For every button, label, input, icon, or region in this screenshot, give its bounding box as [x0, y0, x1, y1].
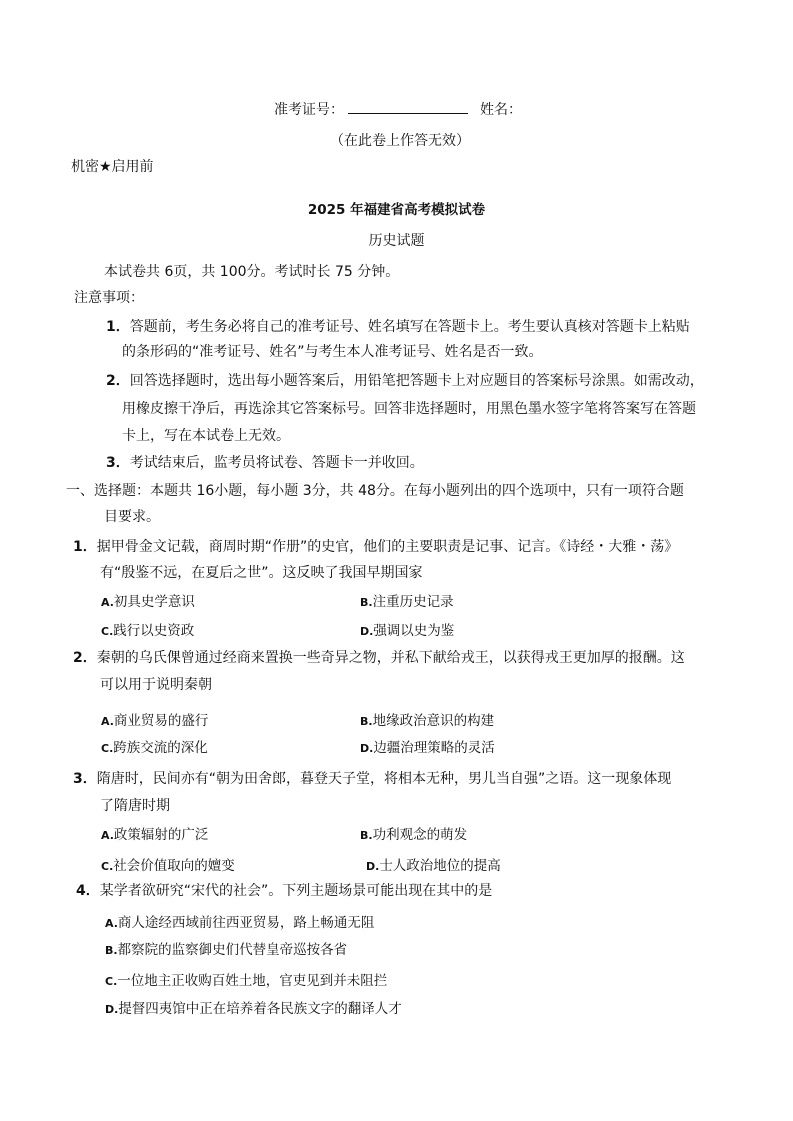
option-a[interactable]: A.政策辐射的广泛 [101, 827, 209, 843]
question-text: 有“殷鉴不远，在夏后之世”。这反映了我国早期国家 [100, 565, 423, 581]
question-text: 某学者欲研究“宋代的社会”。下列主题场景可能出现在其中的是 [99, 883, 493, 899]
option-b[interactable]: B.都察院的监察御史们代替皇帝巡按各省 [105, 942, 348, 958]
subject-title: 历史试题 [368, 233, 425, 249]
notice-item-2 [106, 370, 704, 390]
option-d[interactable]: D.边疆治理策略的灵活 [360, 740, 495, 756]
option-c[interactable]: C.践行以史资政 [101, 623, 195, 639]
section-heading-cont: 目要求。 [104, 509, 160, 525]
question-number: 4． [76, 883, 100, 899]
notice-heading: 注意事项： [74, 290, 144, 306]
question-3 [73, 768, 671, 788]
option-c[interactable]: C.跨族交流的深化 [101, 740, 208, 756]
question-2 [73, 647, 685, 667]
notice-item-text: 考试结束后，监考员将试卷、答题卡一并收回。 [129, 455, 424, 471]
notice-item-text: 答题前，考生务必将自己的准考证号、姓名填写在答题卡上。考生要认真核对答题卡上粘贴 [129, 319, 690, 335]
ticket-label: 准考证号： [274, 102, 344, 118]
notice-item-number: 2． [106, 373, 130, 389]
question-text: 了隋唐时期 [100, 798, 170, 814]
exam-ticket-line [274, 99, 522, 119]
option-c[interactable]: C.一位地主正收购百姓土地，官吏见到并未阻拦 [105, 973, 388, 989]
invalid-answer-note: （在此卷上作答无效） [330, 133, 470, 149]
confidential-mark: 机密★启用前 [71, 159, 154, 175]
option-a[interactable]: A.初具史学意识 [101, 594, 195, 610]
question-number: 2． [73, 650, 97, 666]
notice-item-text: 卡上，写在本试卷上无效。 [122, 428, 290, 444]
option-d[interactable]: D.士人政治地位的提高 [366, 858, 501, 874]
notice-item-number: 3． [106, 455, 130, 471]
notice-item-text: 回答选择题时，选出每小题答案后，用铅笔把答题卡上对应题目的答案标号涂黑。如需改动， [129, 373, 704, 389]
option-b[interactable]: B.地缘政治意识的构建 [360, 713, 495, 729]
section-heading: 一、选择题：本题共 16小题，每小题 3分，共 48分。在每小题列出的四个选项中，只有一项符合题 [66, 483, 684, 499]
ticket-number-blank [348, 100, 468, 114]
option-a[interactable]: A.商人途经西域前往西亚贸易，路上畅通无阻 [105, 915, 375, 931]
option-a[interactable]: A.商业贸易的盛行 [101, 713, 209, 729]
notice-item-3 [106, 452, 424, 472]
question-text: 隋唐时，民间亦有“朝为田舍郎，暮登天子堂，将相本无种，男儿当自强”之语。这一现象体现 [96, 771, 672, 787]
question-4 [76, 880, 492, 900]
option-c[interactable]: C.社会价值取向的嬗变 [101, 858, 235, 874]
question-text: 秦朝的乌氏倮曾通过经商来置换一些奇异之物，并私下献给戎王，以获得戎王更加厚的报酬。这 [96, 650, 685, 666]
exam-intro: 本试卷共 6页，共 100分。考试时长 75 分钟。 [104, 264, 400, 280]
question-1 [73, 536, 678, 556]
option-d[interactable]: D.强调以史为鉴 [360, 623, 455, 639]
question-text: 可以用于说明秦朝 [100, 677, 212, 693]
notice-item-1 [106, 316, 690, 336]
name-label: 姓名： [480, 102, 522, 118]
exam-title: 2025 年福建省高考模拟试卷 [307, 202, 486, 218]
option-d[interactable]: D.提督四夷馆中正在培养着各民族文字的翻译人才 [105, 1001, 402, 1017]
question-number: 3． [73, 771, 97, 787]
notice-item-text: 用橡皮擦干净后，再选涂其它答案标号。回答非选择题时，用黑色墨水签字笔将答案写在答题 [122, 401, 696, 417]
option-b[interactable]: B.注重历史记录 [360, 594, 454, 610]
notice-item-text: 的条形码的“准考证号、姓名”与考生本人准考证号、姓名是否一致。 [122, 344, 543, 360]
notice-item-number: 1． [106, 319, 130, 335]
question-text: 据甲骨金文记载，商周时期“作册”的史官，他们的主要职责是记事、记言。《诗经・大雅・荡》 [96, 539, 679, 555]
option-b[interactable]: B.功利观念的萌发 [360, 827, 468, 843]
question-number: 1． [73, 539, 97, 555]
